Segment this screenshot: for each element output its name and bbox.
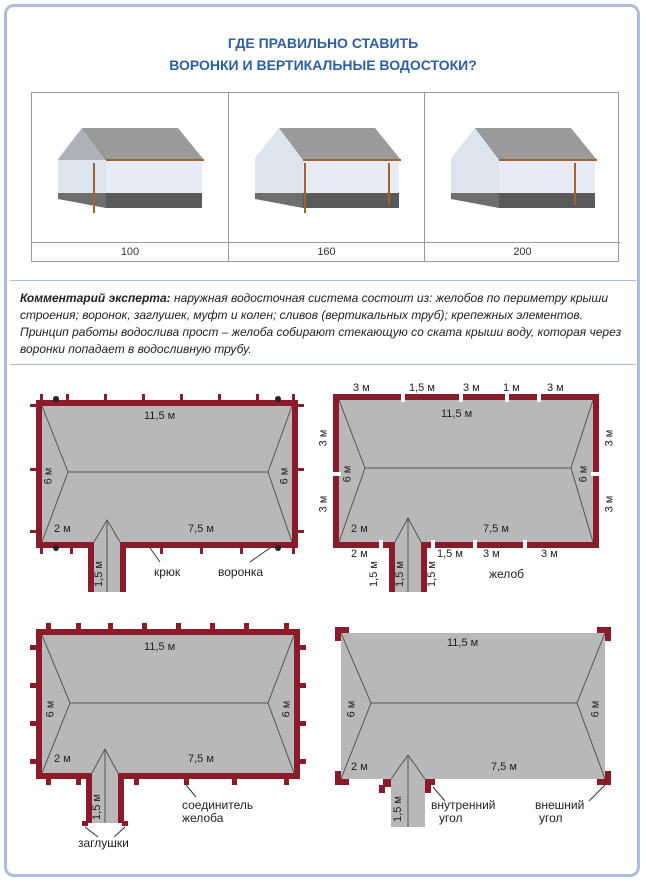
plan3-stem-dim: 1,5 м xyxy=(90,794,103,820)
expert-comment xyxy=(20,290,630,358)
plan2-left-dim: 6 м xyxy=(341,465,354,483)
plan4-stem-dim: 1,5 м xyxy=(391,796,404,822)
plan1-funnel-label: воронка xyxy=(218,565,264,579)
plan3-caps-label: заглушки xyxy=(78,836,129,850)
comment-lead: Комментарий эксперта: xyxy=(20,291,171,305)
plan3-connector-line2: желоба xyxy=(182,811,224,825)
title-line-1: ГДЕ ПРАВИЛЬНО СТАВИТЬ xyxy=(227,35,419,51)
plan2-side-r2: 3 м xyxy=(603,495,616,513)
plan-hooks-funnels xyxy=(0,380,323,600)
house-label-2: 160 xyxy=(229,242,424,261)
plan2-bl-dim: 2 м xyxy=(351,523,368,535)
plan4-outer-line2: угол xyxy=(539,811,563,825)
plan1-bl-dim: 2 м xyxy=(54,523,71,535)
plan3-left-dim: 6 м xyxy=(44,700,57,718)
plan1-top-dim: 11,5 м xyxy=(144,410,176,422)
plan3-right-dim: 6 м xyxy=(280,700,293,718)
plan2-side-l2: 3 м xyxy=(317,495,330,513)
plan-connectors-caps xyxy=(0,615,323,855)
plan2-side-l1: 3 м xyxy=(317,429,330,447)
comment-text: наружная водосточная система состоит из: желобов по периметру крыши строения; воронок, заглушек, муфт и колен; сливов (вертикальных труб); крепежных элементов. Принцип работы водослива прост – желоба собирают стекающую со ската крыши воду, которая через воронки попадает в водосливную трубу. xyxy=(20,291,622,356)
plan-gutter-segments xyxy=(317,380,646,600)
separator-bottom xyxy=(10,364,636,365)
house-illustration-1 xyxy=(32,93,228,243)
plan4-bl-dim: 2 м xyxy=(351,761,368,773)
title-line-2: ВОРОНКИ И ВЕРТИКАЛЬНЫЕ ВОДОСТОКИ? xyxy=(169,57,477,73)
plan4-inner-line1: внутренний xyxy=(431,798,496,812)
plan2-seg1: 3 м xyxy=(353,382,370,394)
plan4-inner-line2: угол xyxy=(439,811,463,825)
house-label-3: 200 xyxy=(425,242,620,261)
plan2-stem-r: 1,5 м xyxy=(425,561,438,587)
plan-4-drawing xyxy=(323,615,646,855)
plan4-left-dim: 6 м xyxy=(345,700,358,718)
plan2-stem-c: 1,5 м xyxy=(393,561,406,587)
plan3-br-dim: 7,5 м xyxy=(188,753,214,765)
plan1-right-dim: 6 м xyxy=(278,467,291,485)
plan2-br-dim: 7,5 м xyxy=(483,523,509,535)
plan4-right-dim: 6 м xyxy=(589,700,602,718)
plan3-connector-line1: соединитель xyxy=(182,798,254,812)
plan2-seg5: 3 м xyxy=(547,382,564,394)
plan3-top-dim: 11,5 м xyxy=(144,641,176,653)
plan2-seg2: 1,5 м xyxy=(409,382,435,394)
plan1-stem-dim: 1,5 м xyxy=(92,561,105,587)
plan2-bot3: 3 м xyxy=(483,548,500,560)
plan2-gutter-label: желоб xyxy=(489,567,524,581)
house-label-1: 100 xyxy=(32,242,228,261)
plan1-hook-label: крюк xyxy=(154,565,181,579)
plan2-seg3: 3 м xyxy=(463,382,480,394)
plan2-bot4: 3 м xyxy=(541,548,558,560)
house-illustration-3 xyxy=(425,93,619,243)
plan2-top-dim: 11,5 м xyxy=(441,408,473,420)
plan4-top-dim: 11,5 м xyxy=(447,637,479,649)
plan2-bot2: 1,5 м xyxy=(437,548,463,560)
plan2-side-r1: 3 м xyxy=(603,429,616,447)
plan1-br-dim: 7,5 м xyxy=(188,523,214,535)
page-title xyxy=(0,32,646,76)
plan2-right-dim: 6 м xyxy=(577,465,590,483)
plan2-bot1: 2 м xyxy=(351,548,368,560)
plan-corners xyxy=(323,615,646,855)
plan4-br-dim: 7,5 м xyxy=(491,761,517,773)
house-cell-1 xyxy=(32,93,229,261)
house-comparison-table xyxy=(31,92,619,262)
house-cell-3 xyxy=(425,93,620,261)
plan4-outer-line1: внешний xyxy=(535,798,585,812)
plan2-seg4: 1 м xyxy=(503,382,520,394)
plan3-bl-dim: 2 м xyxy=(54,753,71,765)
separator-top xyxy=(10,280,636,281)
plan2-stem-l: 1,5 м xyxy=(367,561,380,587)
plan1-left-dim: 6 м xyxy=(42,467,55,485)
house-cell-2 xyxy=(229,93,425,261)
house-illustration-2 xyxy=(229,93,424,243)
